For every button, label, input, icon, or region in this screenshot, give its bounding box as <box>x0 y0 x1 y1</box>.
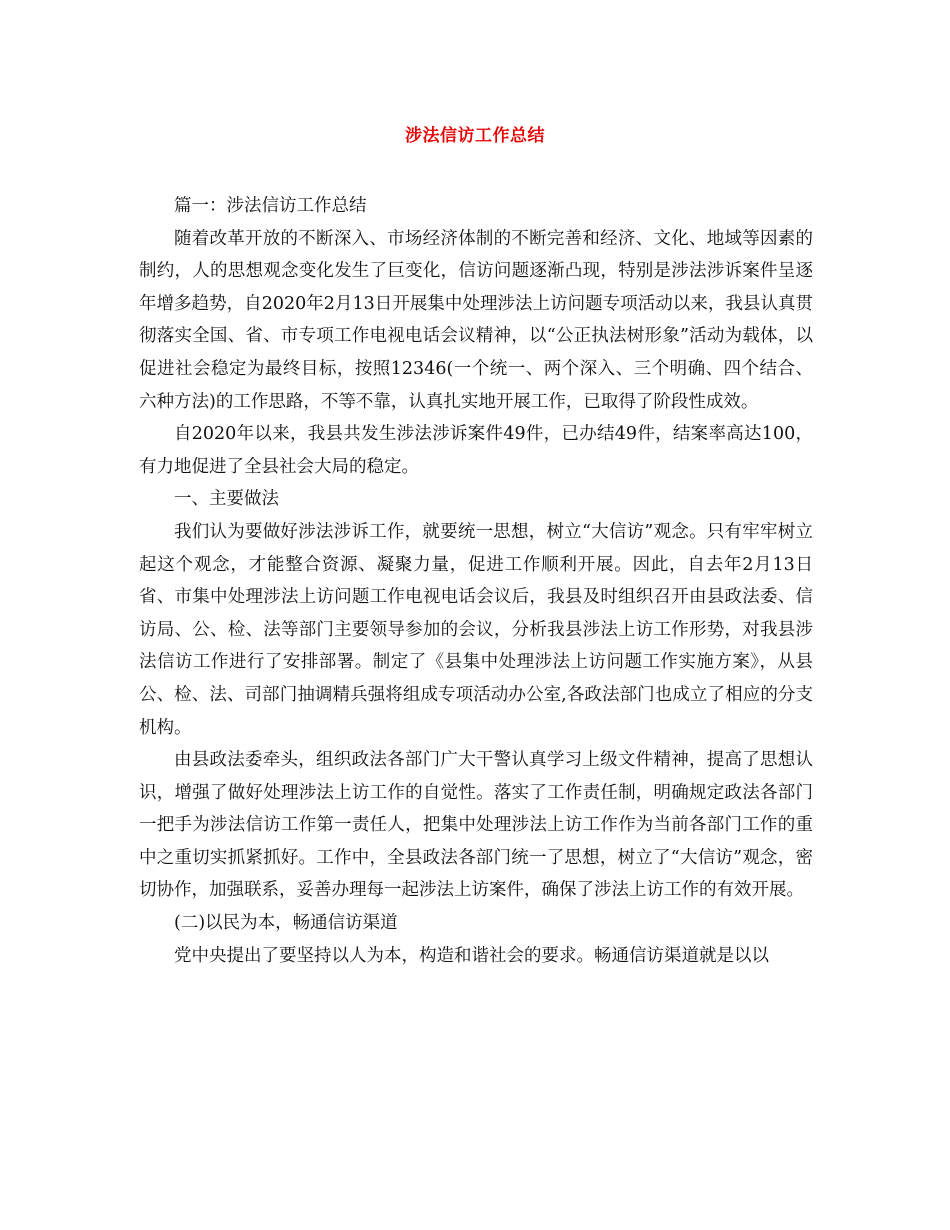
paragraph: 随着改革开放的不断深入、市场经济体制的不断完善和经济、文化、地域等因素的制约，人的思想观念变化发生了巨变化，信访问题逐渐凸现，特别是涉法涉诉案件呈逐年增多趋势，自2020年2月13日开展集中处理涉法上访问题专项活动以来，我县认真贯彻落实全国、省、市专项工作电视电话会议精神，以“公正执法树形象”活动为载体，以促进社会稳定为最终目标，按照12346(一个统一、两个深入、三个明确、四个结合、六种方法)的工作思路，不等不靠，认真扎实地开展工作，已取得了阶段性成效。 <box>139 228 813 412</box>
paragraph: 我们认为要做好涉法涉诉工作，就要统一思想，树立“大信访”观念。只有牢牢树立起这个观念，才能整合资源、凝聚力量，促进工作顺利开展。因此，自去年2月13日省、市集中处理涉法上访问题工作电视电话会议后，我县及时组织召开由县政法委、信访局、公、检、法等部门主要领导参加的会议，分析我县涉法上访工作形势，对我县涉法信访工作进行了安排部署。制定了《县集中处理涉法上访问题工作实施方案》，从县公、检、法、司部门抽调精兵强将组成专项活动办公室,各政法部门也成立了相应的分支机构。 <box>139 521 813 738</box>
paragraph: 党中央提出了要坚持以人为本，构造和谐社会的要求。畅通信访渠道就是以以 <box>174 945 769 966</box>
paragraph: 由县政法委牵头，组织政法各部门广大干警认真学习上级文件精神，提高了思想认识，增强了做好处理涉法上访工作的自觉性。落实了工作责任制，明确规定政法各部门一把手为涉法信访工作第一责任人，把集中处理涉法上访工作作为当前各部门工作的重中之重切实抓紧抓好。工作中，全县政法各部门统一了思想，树立了“大信访”观念，密切协作，加强联系，妥善办理每一起涉法上访案件，确保了涉法上访工作的有效开展。 <box>139 750 813 901</box>
section-heading: 一、主要做法 <box>174 489 279 510</box>
document-title: 涉法信访工作总结 <box>405 126 545 146</box>
document-body <box>139 190 813 972</box>
section-heading: 篇一：涉法信访工作总结 <box>174 196 367 216</box>
section-heading: (二)以民为本，畅通信访渠道 <box>174 913 398 934</box>
paragraph: 自2020年以来，我县共发生涉法涉诉案件49件，已办结49件，结案率高达100，有力地促进了全县社会大局的稳定。 <box>139 424 813 477</box>
